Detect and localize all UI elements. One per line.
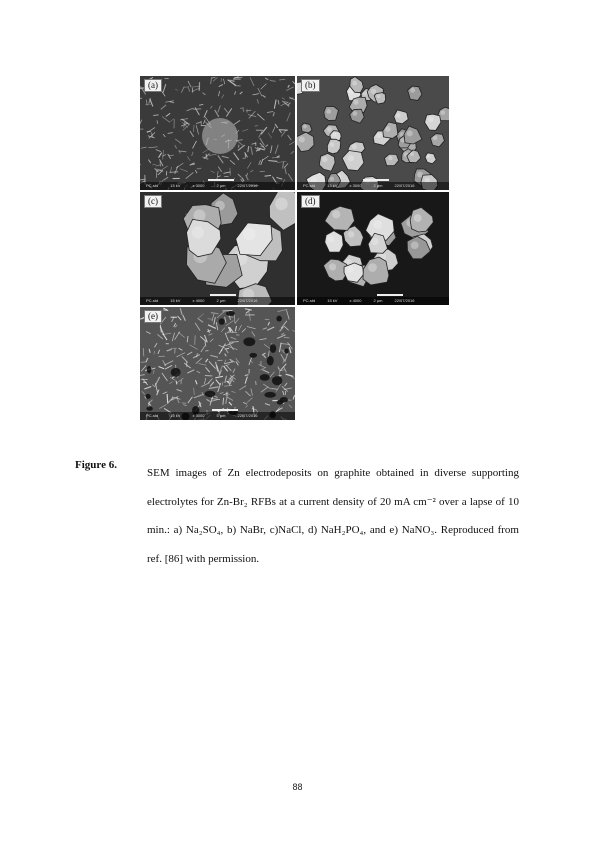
sem-info-bar-a: PC-std 15 kV x 3000 2 μm 22/07/2016 (140, 182, 295, 190)
sem-panel-d (297, 192, 449, 305)
sem-image-c (140, 192, 295, 305)
sem-panel-b (297, 76, 449, 190)
sem-image-a (140, 76, 295, 190)
figure-label: Figure 6. (75, 459, 117, 471)
caption-text: SEM images of Zn electrodeposits on graphite obtained in diverse supporting electrolytes for Zn-Br₂ RFBs at a current density of 20 mA cm⁻² over a lapse of 10 min.: a) Na₂SO₄, b) NaBr, c)NaCl, d) NaH₂PO₄, and e) NaNO₃. Reproduced from ref. [86] with permission. (147, 467, 519, 565)
sem-info-bar-c: PC-std 15 kV x 4000 2 μm 22/07/2016 (140, 297, 295, 305)
scale-bar-b (363, 179, 389, 181)
sem-image-e (140, 307, 295, 420)
sem-info-bar-b: PC-std 15 kV x 3000 2 μm 22/07/2016 (297, 182, 449, 190)
panel-label-c: (c) (144, 195, 162, 208)
page-number: 88 (292, 782, 303, 792)
sem-info-bar-d: PC-std 15 kV x 4000 2 μm 22/07/2016 (297, 297, 449, 305)
sem-panel-a (140, 76, 295, 190)
panel-label-d: (d) (301, 195, 320, 208)
scale-bar-a (208, 179, 234, 181)
scale-bar-d (377, 294, 403, 296)
scale-bar-c (210, 294, 236, 296)
panel-label-b: (b) (301, 79, 320, 92)
sem-panel-e (140, 307, 295, 420)
scale-bar-e (212, 409, 238, 411)
sem-panel-c (140, 192, 295, 305)
sem-image-b (297, 76, 449, 190)
sem-info-bar-e: PC-std 15 kV x 3000 5 μm 22/07/2016 (140, 412, 295, 420)
panel-label-a: (a) (144, 79, 162, 92)
panel-label-e: (e) (144, 310, 162, 323)
sem-image-d (297, 192, 449, 305)
